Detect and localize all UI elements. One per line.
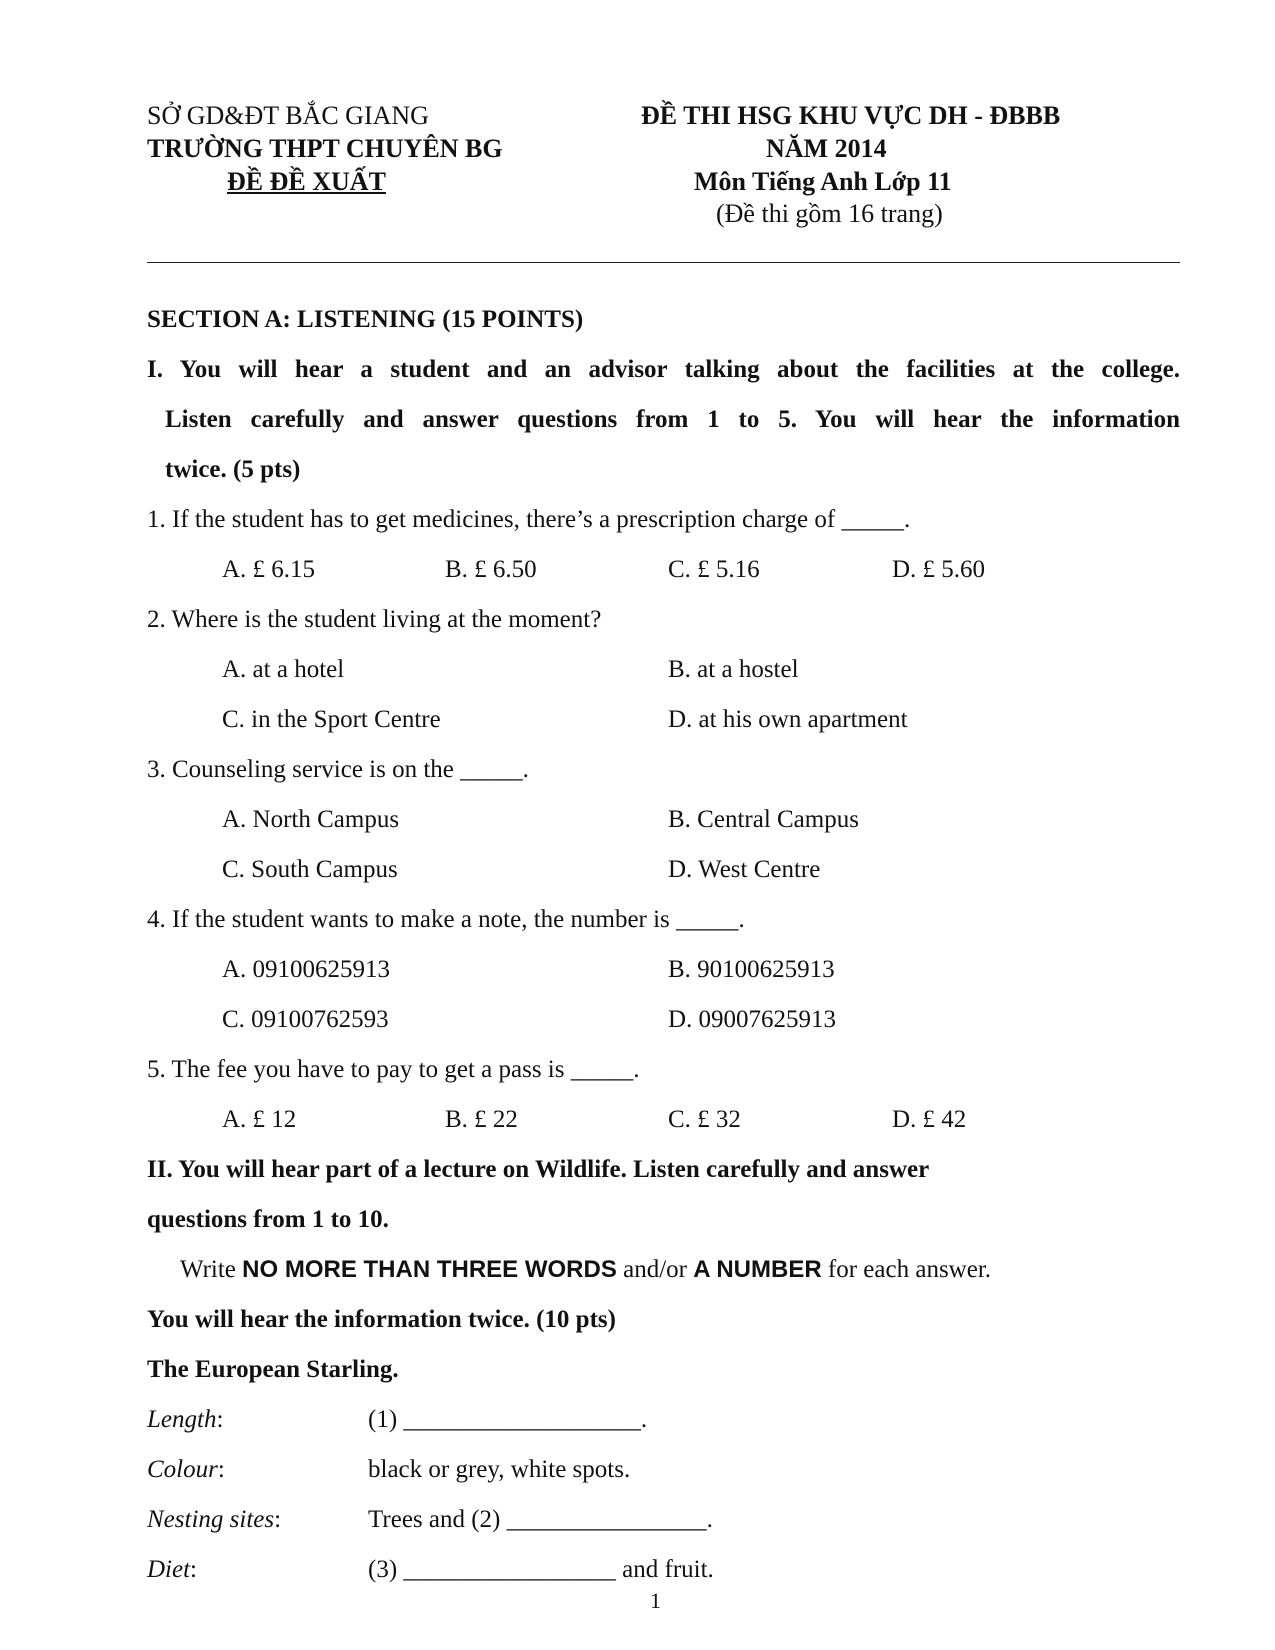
q5-option-a: A. £ 12: [222, 1106, 297, 1133]
q1-option-c: C. £ 5.16: [668, 556, 760, 583]
q3-option-d: D. West Centre: [668, 856, 821, 883]
question-3: 3. Counseling service is on the _____.: [147, 756, 529, 783]
header-subject: Môn Tiếng Anh Lớp 11: [694, 167, 952, 196]
header-year: NĂM 2014: [766, 134, 887, 163]
q5-option-d: D. £ 42: [892, 1106, 967, 1133]
q2-option-a: A. at a hotel: [222, 656, 345, 683]
note-value-nesting: Trees and (2) ________________.: [368, 1506, 713, 1533]
header-page-count: (Đề thi gồm 16 trang): [716, 199, 943, 228]
header-divider: [147, 262, 1180, 263]
q3-option-a: A. North Campus: [222, 806, 400, 833]
note-label-length: Length:: [147, 1406, 224, 1433]
q5-option-c: C. £ 32: [668, 1106, 741, 1133]
question-4: 4. If the student wants to make a note, the number is _____.: [147, 906, 745, 933]
question-5: 5. The fee you have to pay to get a pass is _____.: [147, 1056, 640, 1083]
part1-instruction-line3: twice. (5 pts): [165, 456, 301, 483]
q3-option-b: B. Central Campus: [668, 806, 859, 833]
q4-option-a: A. 09100625913: [222, 956, 391, 983]
header-department: SỞ GD&ĐT BẮC GIANG: [147, 101, 429, 130]
section-title: SECTION A: LISTENING (15 POINTS): [147, 306, 584, 333]
q1-option-b: B. £ 6.50: [445, 556, 537, 583]
part1-instruction-line1: I. You will hear a student and an advisor talking about the facilities at the college.: [147, 356, 1180, 383]
word-limit-bold2: A NUMBER: [693, 1256, 822, 1283]
part2-instruction-line1: II. You will hear part of a lecture on Wildlife. Listen carefully and answer: [147, 1156, 930, 1183]
q2-option-b: B. at a hostel: [668, 656, 799, 683]
note-value-colour: black or grey, white spots.: [368, 1456, 631, 1483]
question-1: 1. If the student has to get medicines, there’s a prescription charge of _____.: [147, 506, 911, 533]
question-2: 2. Where is the student living at the moment?: [147, 606, 602, 633]
part2-instruction-line2: questions from 1 to 10.: [147, 1206, 389, 1233]
word-limit-post: for each answer.: [821, 1256, 992, 1283]
part1-instruction-line2: Listen carefully and answer questions from 1 to 5. You will hear the information: [165, 406, 1180, 433]
header-school: TRƯỜNG THPT CHUYÊN BG: [147, 134, 503, 163]
note-value-diet: (3) _________________ and fruit.: [368, 1556, 714, 1583]
page-number: 1: [650, 1588, 661, 1613]
part2-listen-twice: You will hear the information twice. (10 pts): [147, 1306, 616, 1333]
q3-option-c: C. South Campus: [222, 856, 398, 883]
word-limit-mid: and/or: [616, 1256, 694, 1283]
q5-option-b: B. £ 22: [445, 1106, 518, 1133]
q4-option-b: B. 90100625913: [668, 956, 835, 983]
q2-option-d: D. at his own apartment: [668, 706, 908, 733]
q1-option-d: D. £ 5.60: [892, 556, 986, 583]
q2-option-c: C. in the Sport Centre: [222, 706, 441, 733]
part2-word-limit: [180, 1255, 991, 1285]
word-limit-pre: Write: [180, 1256, 243, 1283]
header-proposed: ĐỀ ĐỀ XUẤT: [227, 167, 386, 196]
note-label-diet: Diet:: [147, 1556, 197, 1583]
q4-option-d: D. 09007625913: [668, 1006, 837, 1033]
note-label-colour: Colour:: [147, 1456, 225, 1483]
part2-subtitle: The European Starling.: [147, 1356, 399, 1383]
q4-option-c: C. 09100762593: [222, 1006, 389, 1033]
note-value-length: (1) ___________________.: [368, 1406, 648, 1433]
q1-option-a: A. £ 6.15: [222, 556, 316, 583]
word-limit-bold1: NO MORE THAN THREE WORDS: [242, 1256, 617, 1283]
note-label-nesting: Nesting sites:: [147, 1506, 282, 1533]
header-exam-title: ĐỀ THI HSG KHU VỰC DH - ĐBBB: [641, 101, 1061, 130]
